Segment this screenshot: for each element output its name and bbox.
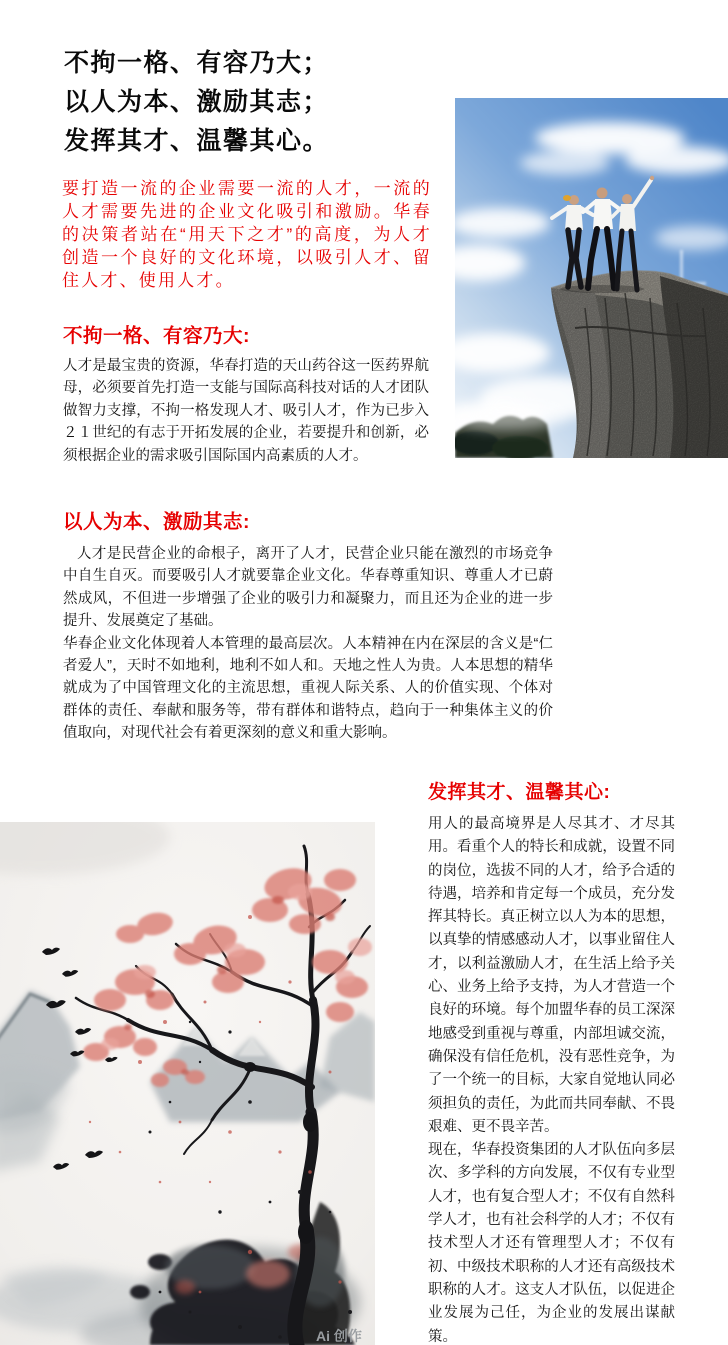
title-line-2: 以人为本、激励其志； <box>64 88 330 116</box>
section-paragraph: 现在，华春投资集团的人才队伍向多层次、多学科的方向发展，不仅有专业型人才，也有复合型人才；不仅有自然科学人才，也有社会科学的人才；不仅有技术型人才还有管理型人才；不仅有初、中级技术职称的人才还有高级技术职称的人才。这支人才队伍，以促进企业发展为己任，为企业的发展出谋献策。 <box>428 1142 675 1345</box>
section-heading-2: 以人为本、激励其志: <box>63 511 250 533</box>
intro-paragraph: 要打造一流的企业需要一流的人才，一流的人才需要先进的企业文化吸引和激励。华春的决策者站在“用天下之才”的高度，为人才创造一个良好的文化环境，以吸引人才、留住人才、使用人才。 <box>62 179 432 290</box>
section-paragraph: 人才是民营企业的命根子，离开了人才，民营企业只能在激烈的市场竞争中自生自灭。而要吸引人才就要靠企业文化。华春尊重知识、尊重人才已蔚然成风，不但进一步增强了企业的吸引力和凝聚力，而且还为企业的进一步提升、发展奠定了基础。 <box>63 546 553 630</box>
section-use-talent <box>428 781 675 1345</box>
cliff-photo-illustration <box>455 98 728 458</box>
section-heading-1: 不拘一格、有容乃大: <box>63 325 250 347</box>
section-talent-discovery <box>63 324 429 467</box>
watermark: Ai 创作 <box>316 1328 362 1344</box>
page-title <box>64 44 329 161</box>
title-line-1: 不拘一格、有容乃大； <box>64 49 330 77</box>
ink-painting <box>0 822 375 1345</box>
title-line-3: 发挥其才、温馨其心。 <box>64 127 330 155</box>
section-paragraph: 华春企业文化体现着人本管理的最高层次。人本精神在内在深层的含义是“仁者爱人”，天时不如地利，地利不如人和。天地之性人为贵。人本思想的精华就成为了中国管理文化的主流思想，重视人际关系、人的价值实现、个体对群体的责任、奉献和服务等，带有群体和谐特点，趋向于一种集体主义的价值取向，对现代社会有着更深刻的意义和重大影响。 <box>63 635 553 742</box>
section-paragraph: 人才是最宝贵的资源，华春打造的天山药谷这一医药界航母，必须要首先打造一支能与国际高科技对话的人才团队做智力支撑，不拘一格发现人才、吸引人才，作为已步入２１世纪的有志于开拓发展的企业，若要提升和创新，必须根据企业的需求吸引国际国内高素质的人才。 <box>63 358 429 464</box>
section-people-oriented <box>63 510 553 745</box>
section-paragraph: 用人的最高境界是人尽其才、才尽其用。看重个人的特长和成就，设置不同的岗位，选拔不同的人才，给予合适的待遇，培养和肯定每一个成员，充分发挥其特长。真正树立以人为本的思想，以真挚的情感感动人才，以事业留住人才，以利益激励人才，在生活上给予关心、业务上给予支持，为人才营造一个良好的环境。每个加盟华春的员工深深地感受到重视与尊重，内部坦诚交流，确保没有信任危机，没有恶性竞争，为了一个统一的目标，大家自觉地认同必须担负的责任，为此而共同奉献、不畏艰难、更不畏辛苦。 <box>428 816 675 1135</box>
cliff-photo <box>455 98 728 458</box>
section-heading-3: 发挥其才、温馨其心: <box>428 782 611 803</box>
ink-painting-illustration <box>0 822 375 1345</box>
